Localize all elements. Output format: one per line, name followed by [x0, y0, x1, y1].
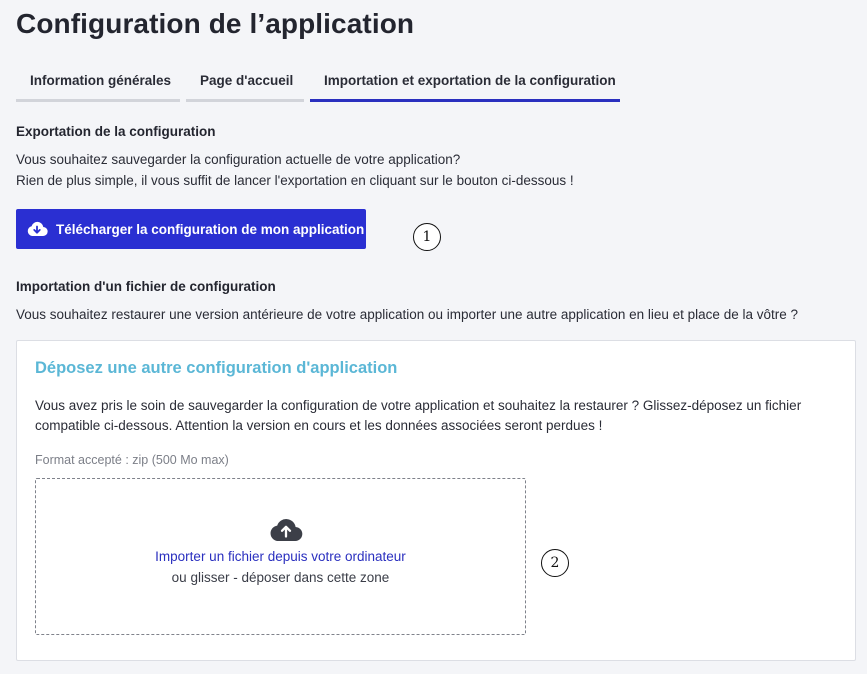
export-description-line-1: Vous souhaitez sauvegarder la configuration actuelle de votre application?	[16, 152, 461, 167]
annotation-badge-2: 2	[541, 549, 569, 577]
cloud-upload-icon	[269, 517, 303, 543]
import-section-title: Importation d'un fichier de configuration	[16, 279, 276, 294]
export-description-line-2: Rien de plus simple, il vous suffit de lancer l'exportation en cliquant sur le bouton ci-dessous !	[16, 173, 574, 188]
upload-from-computer-link[interactable]: Importer un fichier depuis votre ordinateur	[155, 549, 406, 564]
tab-general-information[interactable]: Information générales	[16, 64, 180, 102]
import-card	[16, 340, 856, 661]
drag-drop-hint: ou glisser - déposer dans cette zone	[171, 570, 390, 585]
tab-bar	[16, 64, 620, 102]
page-title: Configuration de l’application	[16, 8, 415, 39]
accepted-format-note: Format accepté : zip (500 Mo max)	[35, 453, 229, 467]
import-card-text-line-2: compatible ci-dessous. Attention la version en cours et les données associées seront perdues !	[35, 418, 603, 433]
tab-home-page[interactable]: Page d'accueil	[186, 64, 304, 102]
export-section-title: Exportation de la configuration	[16, 124, 216, 139]
download-configuration-button[interactable]	[16, 209, 366, 249]
import-description: Vous souhaitez restaurer une version antérieure de votre application ou importer une autre application en lieu et place de la vôtre ?	[16, 307, 798, 322]
import-card-title: Déposez une autre configuration d'application	[35, 359, 398, 377]
cloud-download-icon	[26, 221, 48, 237]
tab-import-export-configuration[interactable]: Importation et exportation de la configuration	[310, 64, 620, 102]
download-button-label: Télécharger la configuration de mon application	[56, 221, 365, 237]
import-card-text-line-1: Vous avez pris le soin de sauvegarder la configuration de votre application et souhaitez la restaurer ? Glissez-déposez un fichier	[35, 398, 802, 413]
file-dropzone[interactable]	[35, 478, 526, 635]
annotation-badge-1: 1	[413, 223, 441, 251]
